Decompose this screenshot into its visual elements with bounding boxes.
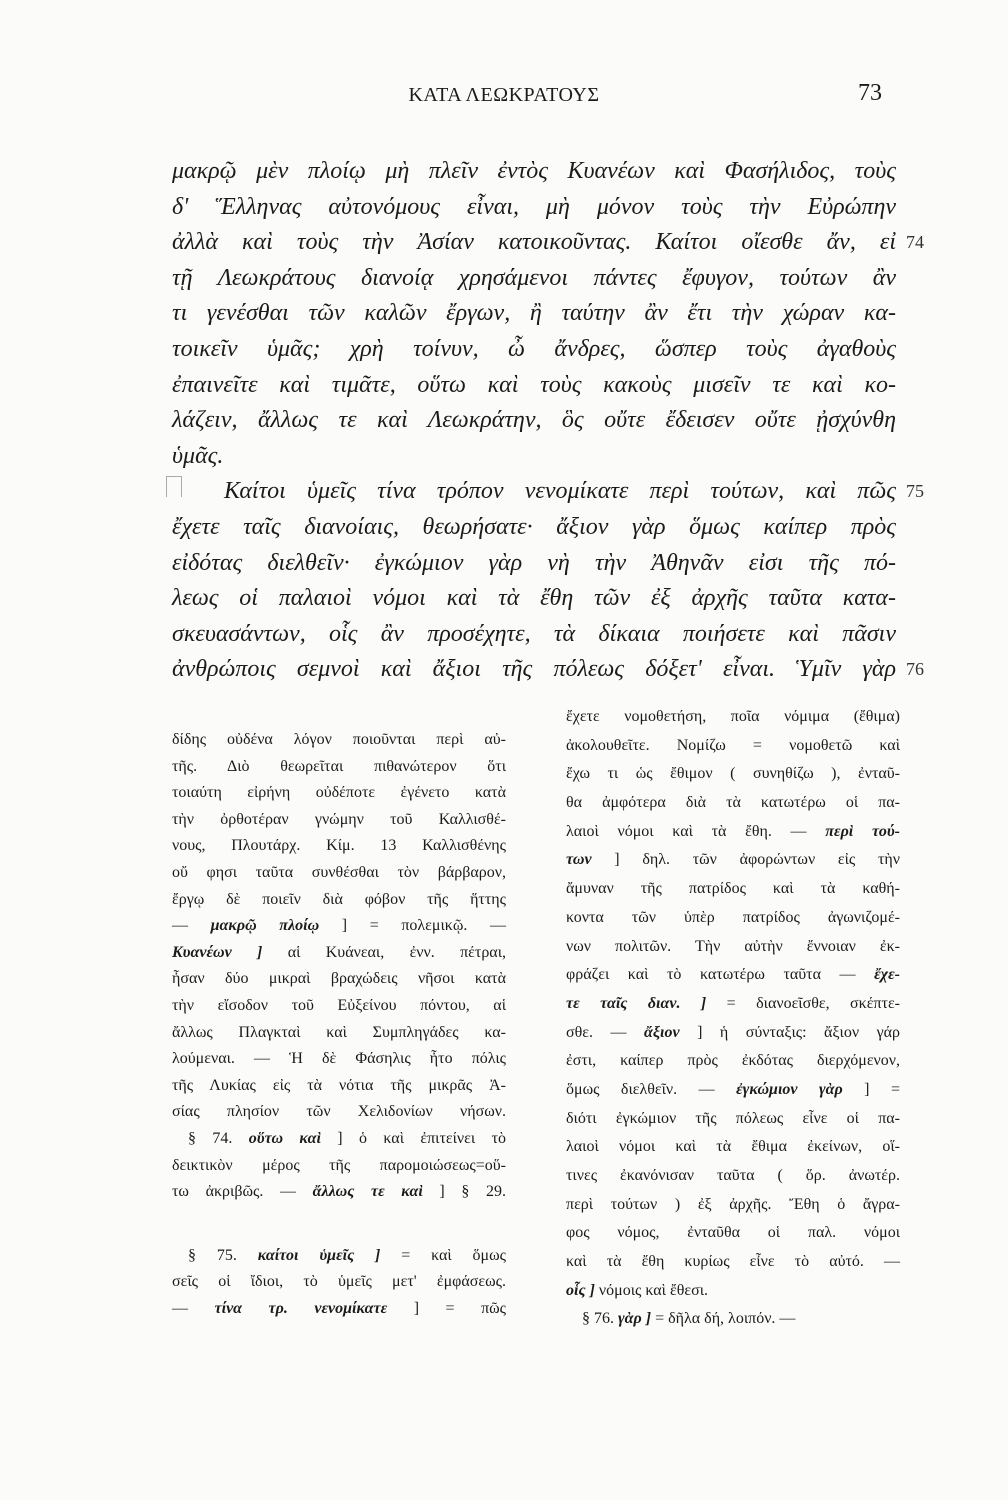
text-line bbox=[172, 474, 924, 510]
footnotes-left-column bbox=[172, 727, 506, 1322]
footnote-text: ἦσαν δύο μικραὶ βραχώδεις νῆσοι κατὰ bbox=[172, 970, 506, 988]
footnote-line bbox=[566, 846, 900, 875]
footnote-lemma: ἔχε- bbox=[874, 966, 900, 984]
footnote-line bbox=[172, 1153, 506, 1180]
text-line-content: δ' Ἕλληνας αὐτονόμους εἶναι, μὴ μόνον τοὺς τὴν Εὐρώπην bbox=[172, 193, 896, 220]
footnote-line bbox=[172, 860, 506, 887]
text-line bbox=[172, 617, 896, 653]
footnote-line bbox=[566, 1305, 900, 1334]
footnote-text: θα ἀμφότερα διὰ τὰ κατωτέρω οἱ πα- bbox=[566, 794, 900, 812]
footnote-line bbox=[566, 1019, 900, 1048]
main-text bbox=[172, 154, 924, 688]
footnote-line bbox=[566, 1277, 900, 1306]
footnote-text: = διανοεῖσθε, σκέπτε- bbox=[706, 994, 900, 1012]
text-line bbox=[172, 368, 896, 404]
footnote-line bbox=[172, 1179, 506, 1206]
footnote-text: ἔχετε νομοθετήση, ποῖα νόμιμα (ἔθιμα) bbox=[566, 708, 900, 725]
running-head: ΚΑΤΑ ΛΕΩΚΡΑΤΟΥΣ bbox=[408, 84, 600, 106]
text-line bbox=[172, 439, 896, 475]
footnote-line bbox=[566, 933, 900, 962]
footnote-lemma: τίνα τρ. νενομίκατε bbox=[214, 1299, 388, 1317]
footnote-lemma: οἷς ] bbox=[566, 1281, 595, 1299]
footnote-line bbox=[172, 780, 506, 807]
footnote-line bbox=[566, 1162, 900, 1191]
page-number: 73 bbox=[858, 80, 882, 106]
text-line bbox=[172, 546, 896, 582]
text-line-content: λάζειν, ἄλλως τε καὶ Λεωκράτην, ὃς οὔτε ἔδεισεν οὔτε ᾐσχύνθη bbox=[172, 407, 896, 434]
footnote-line bbox=[566, 961, 900, 990]
text-line bbox=[172, 403, 896, 439]
footnote-line bbox=[566, 789, 900, 818]
footnote-line bbox=[172, 1269, 506, 1296]
footnote-lemma: οὕτω καὶ bbox=[248, 1129, 321, 1147]
footnote-text: τοιαύτη εἰρήνη οὐδέποτε ἐγένετο κατὰ bbox=[172, 784, 506, 802]
text-line bbox=[172, 261, 896, 297]
footnote-text: λαιοὶ νόμοι καὶ τὰ ἔθιμα ἐκείνων, οἵ- bbox=[566, 1138, 900, 1156]
footnote-text: ] = bbox=[842, 1080, 901, 1098]
footnote-line bbox=[566, 703, 900, 732]
footnote-text: λαιοὶ νόμοι καὶ τὰ ἔθη. — bbox=[566, 822, 826, 840]
footnote-text: περὶ τούτων ) ἐξ ἀρχῆς. Ἔθη ὁ ἄγρα- bbox=[566, 1195, 900, 1213]
text-line-content: ὑμᾶς. bbox=[172, 442, 224, 469]
footnote-line bbox=[172, 1296, 506, 1323]
section-number: 74 bbox=[906, 232, 924, 253]
footnote-text: ὅμως διελθεῖν. — bbox=[566, 1080, 737, 1098]
text-line-content: ἔχετε ταῖς διανοίαις, θεωρήσατε· ἄξιον γὰρ ὅμως καίπερ πρὸς bbox=[172, 513, 896, 540]
text-line-content: λεως οἱ παλαιοὶ νόμοι καὶ τὰ ἔθη τῶν ἐξ ἀρχῆς ταῦτα κατα- bbox=[172, 585, 896, 612]
footnote-text: § 74. bbox=[188, 1129, 249, 1147]
text-line-content: τῇ Λεωκράτους διανοίᾳ χρησάμενοι πάντες ἔφυγον, τούτων ἂν bbox=[172, 264, 896, 291]
section-number: 75 bbox=[906, 481, 924, 502]
footnote-line bbox=[172, 966, 506, 993]
footnotes-right-column bbox=[566, 703, 900, 1334]
footnote-text: ] ὁ καὶ ἐπιτείνει τὸ bbox=[320, 1129, 506, 1147]
text-line bbox=[172, 296, 896, 332]
pencil-mark-icon bbox=[166, 476, 182, 497]
footnote-line bbox=[172, 1099, 506, 1126]
footnote-lemma: ἐγκώμιον γὰρ bbox=[736, 1080, 843, 1098]
footnote-lemma: μακρῷ πλοίῳ bbox=[210, 917, 320, 935]
footnote-text: § 76. bbox=[582, 1310, 618, 1328]
footnote-text: = καὶ ὅμως bbox=[380, 1246, 507, 1264]
footnote-line bbox=[566, 1248, 900, 1277]
footnote-line bbox=[566, 1219, 900, 1248]
footnote-line bbox=[172, 807, 506, 834]
text-line-content: τοικεῖν ὑμᾶς; χρὴ τοίνυν, ὦ ἄνδρες, ὥσπερ τοὺς ἀγαθοὺς bbox=[172, 335, 896, 362]
text-line bbox=[172, 154, 896, 190]
footnote-lemma: ἄλλως τε καὶ bbox=[312, 1183, 423, 1201]
footnote-line bbox=[172, 1073, 506, 1100]
footnote-text: φράζει καὶ τὸ κατωτέρω ταῦτα — bbox=[566, 966, 875, 984]
footnote-line bbox=[566, 1191, 900, 1220]
footnote-text: σίας πλησίον τῶν Χελιδονίων νήσων. bbox=[172, 1103, 506, 1121]
section-number: 76 bbox=[906, 659, 924, 680]
text-line bbox=[172, 652, 924, 688]
footnote-text: σθε. — bbox=[566, 1023, 644, 1041]
footnote-line bbox=[172, 913, 506, 940]
footnote-line bbox=[172, 1046, 506, 1073]
footnote-text: διότι ἐγκώμιον τῆς πόλεως εἶνε οἱ πα- bbox=[566, 1109, 900, 1127]
footnote-text: αἱ Κυάνεαι, ἐνν. πέτραι, bbox=[262, 943, 506, 961]
footnote-text: ] δηλ. τῶν ἀφορώντων εἰς τὴν bbox=[591, 851, 900, 869]
footnote-lemma: των bbox=[566, 851, 592, 869]
footnote-text: ] § 29. bbox=[422, 1183, 507, 1201]
text-line-content: μακρῷ μὲν πλοίῳ μὴ πλεῖν ἐντὸς Κυανέων καὶ Φασήλιδος, τοὺς bbox=[172, 158, 896, 184]
footnote-line bbox=[172, 993, 506, 1020]
footnote-text: § 75. bbox=[188, 1246, 258, 1264]
footnote-text: — bbox=[172, 917, 211, 935]
footnote-line bbox=[566, 760, 900, 789]
footnote-line bbox=[566, 1047, 900, 1076]
footnote-line bbox=[566, 1076, 900, 1105]
footnote-text: καὶ τὰ ἔθη κυρίως εἶνε τὸ αὐτό. — bbox=[566, 1253, 900, 1271]
footnote-text: ἄλλως Πλαγκταὶ καὶ Συμπληγάδες κα- bbox=[172, 1023, 506, 1041]
footnote-line bbox=[566, 990, 900, 1019]
text-line-content: σκευασάντων, οἷς ἂν προσέχητε, τὰ δίκαια ποιήσετε καὶ πᾶσιν bbox=[172, 620, 896, 647]
footnote-line bbox=[172, 1243, 506, 1270]
footnote-text: λούμεναι. — Ἡ δὲ Φάσηλις ἦτο πόλις bbox=[172, 1050, 506, 1068]
footnote-line bbox=[172, 1020, 506, 1047]
footnote-lemma: περὶ τού- bbox=[825, 822, 900, 840]
footnote-line bbox=[566, 1105, 900, 1134]
footnote-text: ἀκολουθεῖτε. Νομίζω = νομοθετῶ καὶ bbox=[566, 736, 900, 754]
text-line-content: Καίτοι ὑμεῖς τίνα τρόπον νενομίκατε περὶ τούτων, καὶ πῶς bbox=[224, 478, 896, 505]
footnote-line bbox=[172, 940, 506, 967]
footnote-text: τὴν εἴσοδον τοῦ Εὐξείνου πόντου, αἱ bbox=[172, 996, 506, 1014]
footnote-line bbox=[172, 727, 506, 754]
text-line bbox=[172, 332, 896, 368]
footnote-text: τὴν ὀρθοτέραν γνώμην τοῦ Καλλισθέ- bbox=[172, 810, 506, 828]
footnote-text: δίδης οὐδένα λόγον ποιοῦνται περὶ αὐ- bbox=[172, 731, 506, 748]
footnote-text: οὔ φησι ταῦτα συνθέσθαι τὸν βάρβαρον, bbox=[172, 863, 506, 881]
footnote-text: κοντα τῶν ὑπὲρ πατρίδος ἀγωνιζομέ- bbox=[566, 908, 900, 926]
footnote-text: ἔχω τι ὡς ἔθιμον ( συνηθίζω ), ἐνταῦ- bbox=[566, 765, 900, 783]
footnote-lemma: ἄξιον bbox=[643, 1023, 680, 1041]
footnote-line bbox=[566, 732, 900, 761]
footnote-text: ] = πολεμικῷ. — bbox=[319, 917, 507, 935]
footnote-line bbox=[566, 875, 900, 904]
footnote-lemma: τε ταῖς διαν. ] bbox=[566, 994, 707, 1012]
footnote-line bbox=[566, 818, 900, 847]
footnote-text: ἄμυναν τῆς πατρίδος καὶ τὰ καθή- bbox=[566, 880, 900, 898]
footnote-text: τινες ἐκανόνισαν ταῦτα ( ὅρ. ἀνωτέρ. bbox=[566, 1167, 900, 1184]
text-line bbox=[172, 510, 896, 546]
footnote-text: δεικτικὸν μέρος τῆς παρομοιώσεως=οὕ- bbox=[172, 1156, 506, 1174]
text-line-content: τι γενέσθαι τῶν καλῶν ἔργων, ἢ ταύτην ἂν ἔτι τὴν χώραν κα- bbox=[172, 300, 896, 327]
footnote-text: νους, Πλουτάρχ. Κίμ. 13 Καλλισθένης bbox=[172, 837, 506, 855]
footnote-text: ] = πῶς bbox=[387, 1299, 507, 1317]
text-line-content: ἐπαινεῖτε καὶ τιμᾶτε, οὕτω καὶ τοὺς κακοὺς μισεῖν τε καὶ κο- bbox=[172, 371, 896, 398]
footnote-lemma: γὰρ ] bbox=[618, 1310, 652, 1328]
footnote-text: τω ἀκριβῶς. — bbox=[172, 1183, 313, 1201]
footnote-lemma: Κυανέων ] bbox=[172, 943, 263, 961]
footnote-line bbox=[566, 1133, 900, 1162]
text-line bbox=[172, 581, 896, 617]
text-line-content: ἀνθρώποις σεμνοὶ καὶ ἄξιοι τῆς πόλεως δόξετ' εἶναι. Ὑμῖν γὰρ bbox=[172, 656, 896, 683]
footnote-text: φος νόμος, ἐνταῦθα οἱ παλ. νόμοι bbox=[566, 1224, 900, 1242]
footnote-line bbox=[566, 904, 900, 933]
footnote-line bbox=[172, 833, 506, 860]
footnote-text: νόμοις καὶ ἔθεσι. bbox=[594, 1281, 708, 1299]
text-line-content: ἀλλὰ καὶ τοὺς τὴν Ἀσίαν κατοικοῦντας. Καίτοι οἴεσθε ἄν, εἰ bbox=[172, 229, 896, 256]
footnote-text: ἐστι, καίπερ πρὸς ἐκδότας διερχόμενον, bbox=[566, 1052, 900, 1070]
footnote-text: ] ἡ σύνταξις: ἄξιον γάρ bbox=[679, 1023, 900, 1041]
footnote-line bbox=[172, 887, 506, 914]
footnote-text: τῆς Λυκίας εἰς τὰ νότια τῆς μικρᾶς Ἀ- bbox=[172, 1076, 506, 1094]
footnote-text: τῆς. Διὸ θεωρεῖται πιθανώτερον ὅτι bbox=[172, 757, 506, 775]
footnote-text: = δῆλα δή, λοιπόν. — bbox=[651, 1310, 796, 1328]
footnote-text: ἔργῳ δὲ ποιεῖν διὰ φόβον τῆς ἥττης bbox=[172, 890, 506, 908]
footnote-text: νων πολιτῶν. Τὴν αὐτὴν ἔννοιαν ἐκ- bbox=[566, 937, 900, 955]
footnote-text: σεῖς οἱ ἴδιοι, τὸ ὑμεῖς μετ' ἐμφάσεως. bbox=[172, 1273, 506, 1291]
text-line bbox=[172, 225, 924, 261]
footnote-line bbox=[172, 754, 506, 781]
footnote-lemma: καίτοι ὑμεῖς ] bbox=[257, 1246, 381, 1264]
text-line-content: εἰδότας διελθεῖν· ἐγκώμιον γὰρ νὴ τὴν Ἀθηνᾶν εἰσι τῆς πό- bbox=[172, 549, 896, 576]
footnote-text: — bbox=[172, 1299, 215, 1317]
footnote-line bbox=[172, 1126, 506, 1153]
text-line bbox=[172, 190, 896, 226]
